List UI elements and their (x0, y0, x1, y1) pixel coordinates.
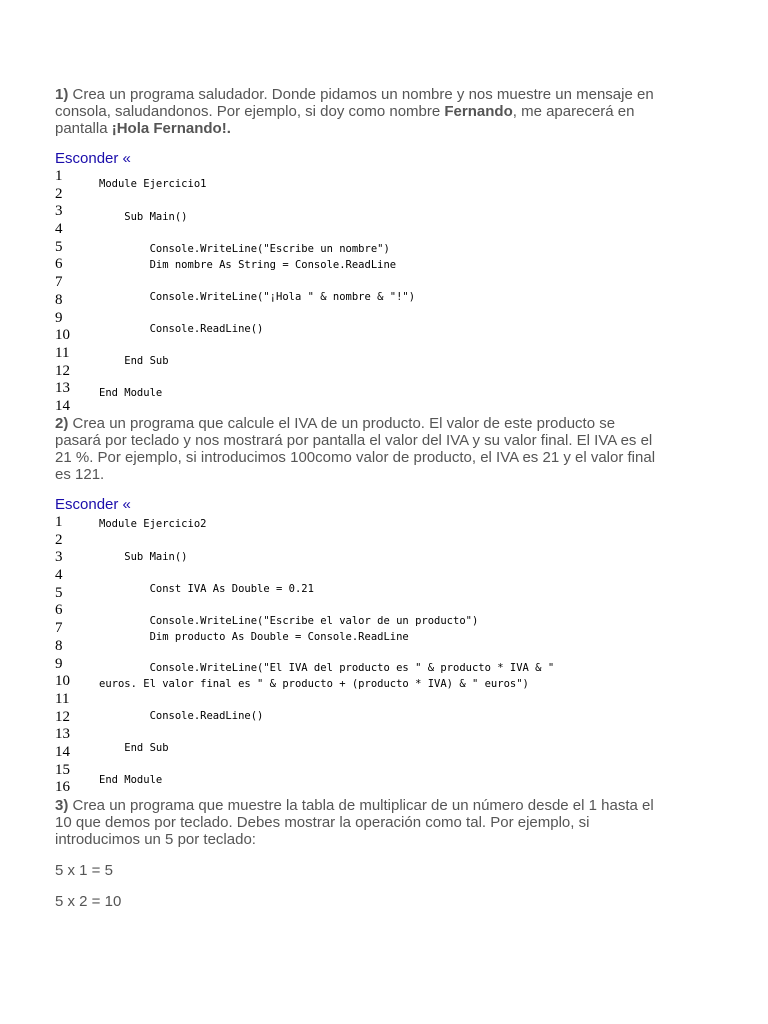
line-number: 14 (55, 397, 70, 414)
line-number: 9 (55, 309, 63, 326)
line-number: 6 (55, 256, 63, 273)
exercise-1-bold-name: Fernando (444, 103, 513, 120)
exercise-1-description (55, 86, 665, 137)
code-line: End Sub (99, 355, 169, 367)
line-number: 6 (55, 602, 63, 619)
line-number: 3 (55, 203, 63, 220)
code-line: Const IVA As Double = 0.21 (99, 583, 314, 595)
code-line: euros. El valor final es " & producto + (producto * IVA) & " euros") (99, 678, 529, 690)
code-line: Sub Main() (99, 551, 188, 563)
line-number: 13 (55, 726, 70, 743)
line-number: 15 (55, 761, 70, 778)
exercise-1-line-numbers (55, 168, 85, 416)
exercise-1-number: 1) (55, 86, 69, 103)
line-number: 2 (55, 185, 63, 202)
code-line: Console.WriteLine("El IVA del producto es " & producto * IVA & " (99, 662, 555, 674)
line-number: 10 (55, 327, 70, 344)
line-number: 7 (55, 620, 63, 637)
exercise-3-example-2: 5 x 2 = 10 (55, 893, 122, 910)
code-line: Console.WriteLine("Escribe el valor de un producto") (99, 615, 479, 627)
code-line: End Module (99, 387, 163, 399)
code-line: Sub Main() (99, 211, 188, 223)
code-line: Module Ejercicio2 (99, 518, 207, 530)
line-number: 2 (55, 531, 63, 548)
exercise-1-text-b: , me aparecerá en pantalla (55, 103, 635, 137)
code-line: End Sub (99, 742, 169, 754)
code-line: Console.ReadLine() (99, 323, 264, 335)
line-number: 8 (55, 637, 63, 654)
line-number: 9 (55, 655, 63, 672)
code-line: Console.WriteLine("Escribe un nombre") (99, 243, 390, 255)
line-number: 4 (55, 221, 63, 238)
code-line: Dim nombre As String = Console.ReadLine (99, 259, 397, 271)
exercise-2-line-numbers (55, 514, 85, 797)
exercise-3-example-1: 5 x 1 = 5 (55, 862, 113, 879)
line-number: 7 (55, 274, 63, 291)
code-line: End Module (99, 774, 163, 786)
code-line: Module Ejercicio1 (99, 178, 207, 190)
line-number: 12 (55, 708, 70, 725)
line-number: 16 (55, 779, 70, 796)
line-number: 11 (55, 344, 70, 361)
line-number: 8 (55, 291, 63, 308)
line-number: 3 (55, 549, 63, 566)
exercise-3-number: 3) (55, 797, 69, 814)
code-line: Console.WriteLine("¡Hola " & nombre & "!") (99, 291, 416, 303)
exercise-3-text: Crea un programa que muestre la tabla de multiplicar de un número desde el 1 hasta el 10 que demos por teclado. Debes mostrar la operación como tal. Por ejemplo, si introducimos un 5 por teclado: (55, 797, 654, 848)
line-number: 4 (55, 567, 63, 584)
line-number: 5 (55, 584, 63, 601)
line-number: 12 (55, 362, 70, 379)
code-line: Console.ReadLine() (99, 710, 264, 722)
line-number: 5 (55, 238, 63, 255)
exercise-2-toggle-link[interactable]: Esconder « (55, 496, 131, 513)
line-number: 13 (55, 380, 70, 397)
exercise-3-description (55, 797, 665, 848)
exercise-2-text: Crea un programa que calcule el IVA de un producto. El valor de este producto se pasará por teclado y nos mostrará por pantalla el valor del IVA y su valor final. El IVA es el 21 %. Por ejemplo, si introducimos 100como valor de producto, el IVA es 21 y el valor final es 121. (55, 415, 656, 483)
exercise-2-number: 2) (55, 415, 69, 432)
exercise-1-toggle-link[interactable]: Esconder « (55, 150, 131, 167)
exercise-2-description (55, 415, 665, 483)
line-number: 10 (55, 673, 70, 690)
code-line: Dim producto As Double = Console.ReadLine (99, 631, 409, 643)
line-number: 11 (55, 690, 70, 707)
line-number: 1 (55, 168, 63, 184)
line-number: 1 (55, 514, 63, 530)
line-number: 14 (55, 743, 70, 760)
exercise-1-bold-greeting: ¡Hola Fernando!. (111, 120, 231, 137)
exercise-1-text-a: Crea un programa saludador. Donde pidamos un nombre y nos muestre un mensaje en consola, saludandonos. Por ejemplo, si doy como nombre (55, 86, 654, 120)
